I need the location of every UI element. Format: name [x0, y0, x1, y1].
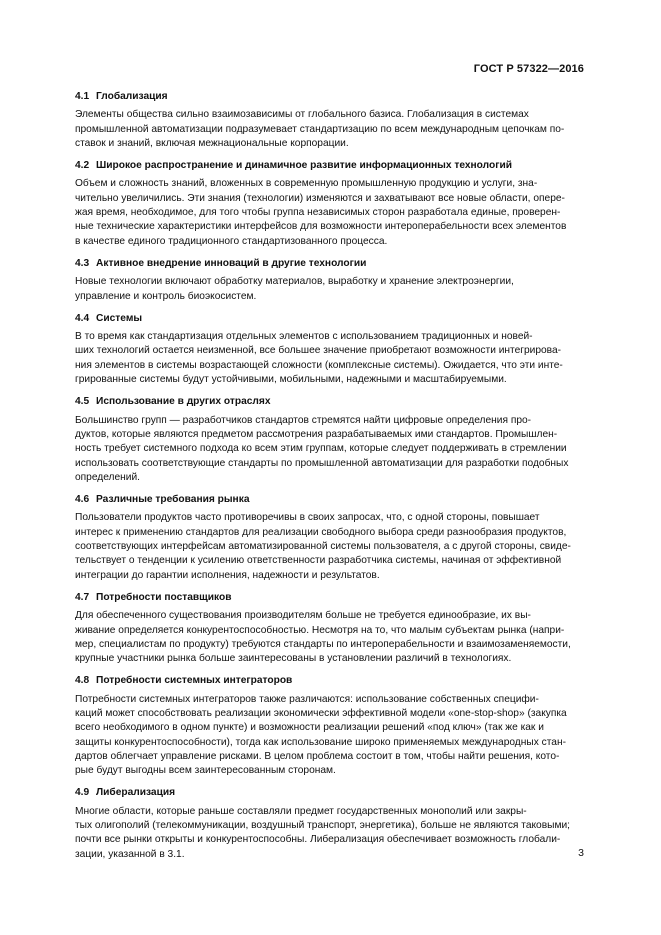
- section-title: Либерализация: [96, 787, 176, 799]
- paragraph-line: защиты конкурентоспособности), тогда как использование широко применяемых международных стан-: [75, 736, 566, 748]
- paragraph-line: соответствующих интерфейсам автоматизированной системы пользователя, а с другой стороны, свиде-: [75, 541, 571, 553]
- paragraph-line: Потребности системных интеграторов также различаются: использование собственных специфи-: [75, 693, 539, 705]
- section-number: 4.5: [75, 396, 90, 408]
- paragraph-line: тельствует о тенденции к усилению ответственности разработчика системы, начиная от эффективной: [75, 555, 562, 567]
- paragraph-line: в качестве единого традиционного стандартизованного процесса.: [75, 235, 388, 247]
- section-4-9: [75, 786, 585, 861]
- section-heading: [75, 591, 585, 605]
- paragraph-line: Пользователи продуктов часто противоречивы в своих запросах, что, с одной стороны, повышает: [75, 512, 540, 524]
- paragraph-line: Объем и сложность знаний, вложенных в современную промышленную продукцию и услуги, зна-: [75, 178, 538, 190]
- page-number: 3: [578, 847, 584, 859]
- section-heading: [75, 786, 585, 800]
- section-number: 4.1: [75, 91, 90, 102]
- section-title: Активное внедрение инноваций в другие технологии: [96, 257, 367, 269]
- section-paragraph: [75, 805, 585, 862]
- paragraph-line: почти все рынки открыты и конкурентоспособны. Либерализация обеспечивает возможность глобали-: [75, 834, 561, 846]
- section-paragraph: [75, 511, 585, 582]
- paragraph-line: чительно увеличились. Эти знания (технологии) изменяются и захватывают все новые области, опере-: [75, 192, 565, 204]
- section-paragraph: [75, 177, 585, 248]
- paragraph-line: Новые технологии включают обработку материалов, выработку и хранение электроэнергии,: [75, 276, 514, 288]
- section-4-1: [75, 90, 585, 151]
- section-4-2: [75, 159, 585, 249]
- paragraph-line: жая время, необходимое, для того чтобы группа независимых сторон разработала единые, проверен-: [75, 207, 561, 219]
- paragraph-line: Элементы общества сильно взаимозависимы от глобального базиса. Глобализация в системах: [75, 109, 529, 121]
- section-4-7: [75, 591, 585, 666]
- section-4-8: [75, 674, 585, 778]
- section-paragraph: [75, 108, 585, 151]
- document-body: [75, 90, 585, 870]
- section-title: Потребности системных интеграторов: [96, 675, 293, 687]
- section-heading: [75, 674, 585, 688]
- document-id: ГОСТ Р 57322—2016: [473, 63, 584, 75]
- section-title: Использование в других отраслях: [96, 396, 271, 408]
- section-title: Системы: [96, 312, 143, 324]
- section-heading: [75, 312, 585, 326]
- paragraph-line: тых олигополий (телекоммуникации, воздушный транспорт, энергетика), больше не являются таковыми;: [75, 820, 570, 832]
- paragraph-line: Многие области, которые раньше составляли предмет государственных монополий или закры-: [75, 805, 527, 817]
- section-paragraph: [75, 275, 585, 304]
- section-paragraph: [75, 414, 585, 485]
- paragraph-line: интерес к применению стандартов для реализации свободного выбора среди разнообразия продуктов,: [75, 526, 567, 538]
- section-paragraph: [75, 609, 585, 666]
- paragraph-line: зации, указанной в 3.1.: [75, 848, 185, 860]
- paragraph-line: каций может способствовать реализации экономически эффективной модели «one-stop-shop» (закупка: [75, 707, 567, 719]
- paragraph-line: всего необходимого в одном пункте) и возможности реализации решений «под ключ» (так же как и: [75, 722, 544, 734]
- paragraph-line: В то время как стандартизация отдельных элементов с использованием традиционных и новей-: [75, 331, 533, 343]
- paragraph-line: ших технологий остается неизменной, все большее значение приобретают возможности интегрирова-: [75, 345, 562, 357]
- section-number: 4.6: [75, 494, 90, 506]
- section-number: 4.2: [75, 160, 90, 172]
- section-number: 4.3: [75, 257, 90, 269]
- section-number: 4.8: [75, 675, 90, 687]
- paragraph-line: ния элементов в системы возрастающей сложности (комплексные системы). Ожидается, что эти инте-: [75, 359, 563, 371]
- section-number: 4.7: [75, 591, 90, 603]
- section-number: 4.9: [75, 787, 90, 799]
- section-title: Глобализация: [96, 91, 168, 102]
- section-heading: [75, 90, 585, 104]
- section-number: 4.4: [75, 312, 90, 324]
- paragraph-line: дуктов, которые являются предметом рассмотрения разрабатываемых ими стандартов. Промышлен-: [75, 428, 558, 440]
- section-4-6: [75, 493, 585, 583]
- paragraph-line: мер, специалистам по продукту) требуются стандарты по интероперабельности и взаимозаменяемости,: [75, 638, 571, 650]
- section-heading: [75, 159, 585, 173]
- section-heading: [75, 395, 585, 409]
- section-4-5: [75, 395, 585, 485]
- paragraph-line: промышленной автоматизации подразумевает стандартизацию по всем международным цепочкам по-: [75, 123, 565, 135]
- paragraph-line: дартов облегчает управление рисками. В целом проблема состоит в том, чтобы найти решения, кото-: [75, 750, 560, 762]
- paragraph-line: ность требует системного подхода ко всем этим группам, которые следует поддерживать в стремлении: [75, 443, 567, 455]
- section-title: Потребности поставщиков: [96, 591, 232, 603]
- paragraph-line: интеграции до гарантии исполнения, надежности и результатов.: [75, 569, 380, 581]
- section-paragraph: [75, 693, 585, 779]
- paragraph-line: Для обеспеченного существования производителям больше не требуется единообразие, их вы-: [75, 610, 531, 622]
- paragraph-line: ставок и знаний, включая межнациональные корпорации.: [75, 137, 349, 149]
- section-title: Широкое распространение и динамичное развитие информационных технологий: [96, 160, 512, 172]
- paragraph-line: определений.: [75, 471, 141, 483]
- paragraph-line: крупные участники рынка больше заинтересованы в установлении различий в технологиях.: [75, 653, 512, 665]
- paragraph-line: использовать соответствующие стандарты по промышленной автоматизации для разработки подобных: [75, 457, 569, 469]
- section-paragraph: [75, 330, 585, 387]
- paragraph-line: Большинство групп — разработчиков стандартов стремятся найти цифровые определения про-: [75, 414, 532, 426]
- section-heading: [75, 493, 585, 507]
- paragraph-line: ные технические характеристики интерфейсов для возможности интероперабельности всех элементов: [75, 221, 567, 233]
- section-title: Различные требования рынка: [96, 494, 250, 506]
- section-4-3: [75, 257, 585, 304]
- paragraph-line: рые будут выгодны всем заинтересованным сторонам.: [75, 765, 336, 777]
- section-heading: [75, 257, 585, 271]
- section-4-4: [75, 312, 585, 387]
- paragraph-line: грированные системы будут устойчивыми, мобильными, надежными и масштабируемыми.: [75, 374, 507, 386]
- paragraph-line: управление и контроль биоэкосистем.: [75, 290, 257, 302]
- paragraph-line: живание определяется конкурентоспособностью. Несмотря на то, что малым субъектам рынка (напри-: [75, 624, 565, 636]
